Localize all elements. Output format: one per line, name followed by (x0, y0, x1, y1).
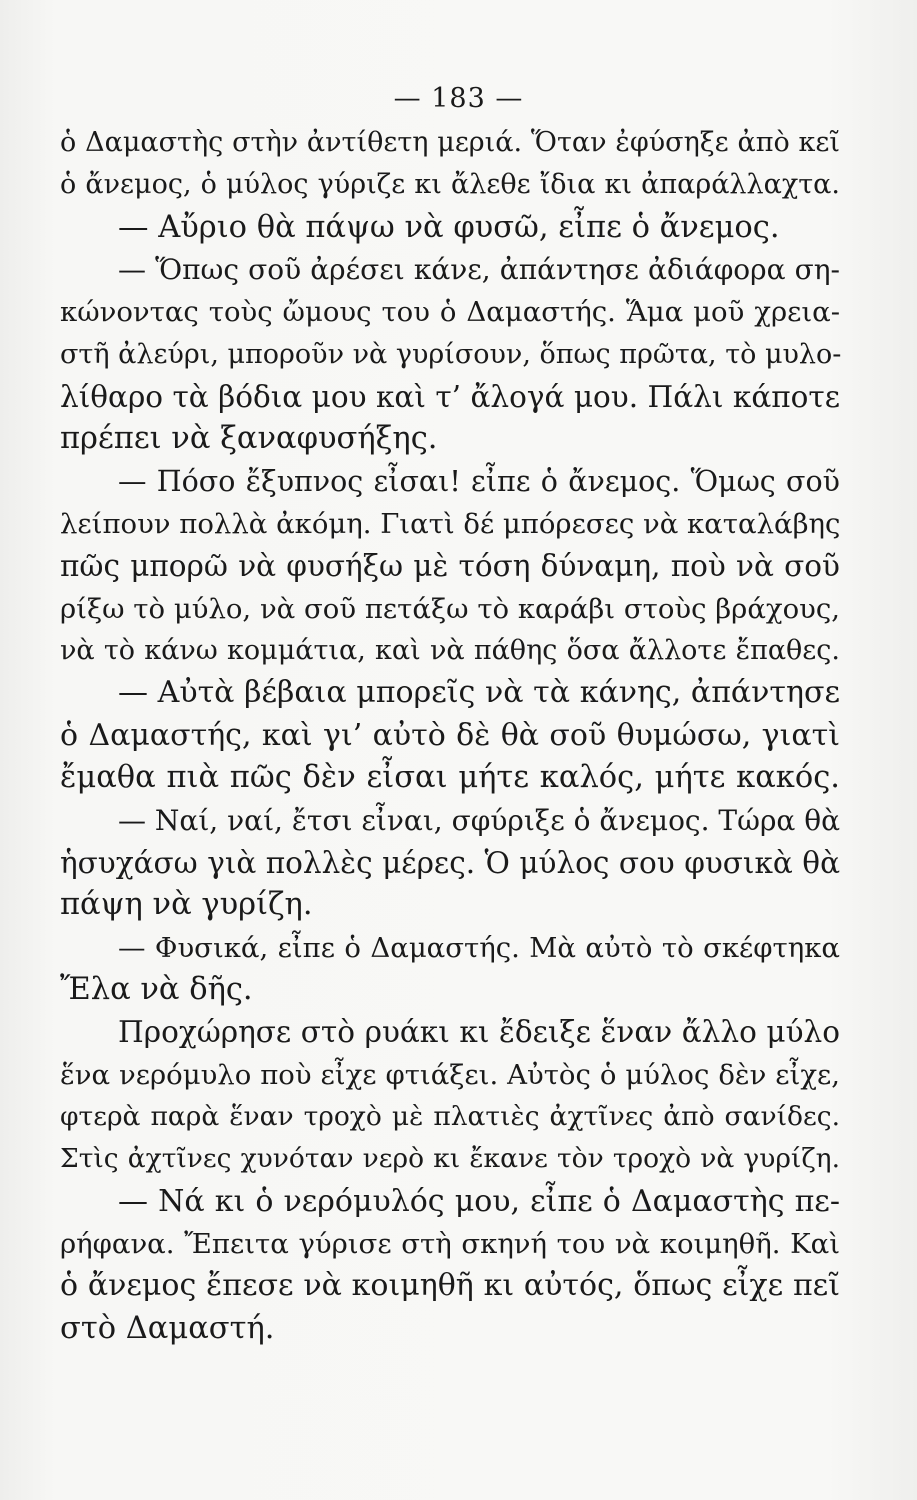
text-line: ἡσυχάσω γιὰ πολλὲς μέρες. Ὁ μύλος σου φυσικὰ θὰ (60, 845, 840, 880)
text-line: ὁ Δαμαστὴς στὴν ἀντίθετη μεριά. Ὅταν ἐφύσηξε ἀπὸ κεῖ (60, 127, 840, 158)
text-line: ὁ ἄνεμος ἔπεσε νὰ κοιμηθῆ κι αὐτός, ὅπως εἶχε πεῖ (60, 1268, 840, 1304)
text-line: ρήφανα. Ἔπειτα γύρισε στὴ σκηνή του νὰ κοιμηθῆ. Καὶ (60, 1227, 840, 1260)
text-line: πρέπει νὰ ξαναφυσήξης. (60, 421, 438, 457)
text-line: — Αὔριο θὰ πάψω νὰ φυσῶ, εἶπε ὁ ἄνεμος. (118, 209, 780, 245)
text-line: — Αὐτὰ βέβαια μπορεῖς νὰ τὰ κάνης, ἀπάντησε (118, 675, 840, 711)
text-line: — Ναί, ναί, ἔτσι εἶναι, σφύριξε ὁ ἄνεμος. Τώρα θὰ (118, 803, 840, 837)
text-line: κώνοντας τοὺς ὤμους του ὁ Δαμαστής. Ἅμα μοῦ χρεια- (60, 296, 840, 329)
text-line: Στὶς ἀχτῖνες χυνόταν νερὸ κι ἔκανε τὸν τροχὸ νὰ γυρίζη. (60, 1143, 840, 1175)
page-number: — 183 — (393, 83, 524, 114)
text-line: ἕνα νερόμυλο ποὺ εἶχε φτιάξει. Αὐτὸς ὁ μύλος δὲν εἶχε, (60, 1058, 840, 1091)
text-line: στῆ ἀλεύρι, μποροῦν νὰ γυρίσουν, ὅπως πρῶτα, τὸ μυλο- (60, 338, 842, 370)
text-line: — Φυσικά, εἶπε ὁ Δαμαστής. Μὰ αὐτὸ τὸ σκέφτηκα (118, 931, 840, 964)
text-line: — Νά κι ὁ νερόμυλός μου, εἶπε ὁ Δαμαστὴς πε- (118, 1183, 840, 1219)
text-line: ὁ Δαμαστής, καὶ γι’ αὐτὸ δὲ θὰ σοῦ θυμώσω, γιατὶ (60, 717, 840, 753)
text-line: λίθαρο τὰ βόδια μου καὶ τ’ ἄλογά μου. Πάλι κάποτε (60, 380, 840, 415)
text-line: νὰ τὸ κάνω κομμάτια, καὶ νὰ πάθης ὅσα ἄλλοτε ἔπαθες. (60, 635, 840, 667)
text-line: ρίξω τὸ μύλο, νὰ σοῦ πετάξω τὸ καράβι στοὺς βράχους, (60, 592, 840, 625)
body-text (60, 122, 840, 1350)
text-line: πῶς μπορῶ νὰ φυσήξω μὲ τόση δύναμη, ποὺ νὰ σοῦ (60, 549, 840, 584)
text-line: — Ὅπως σοῦ ἀρέσει κάνε, ἀπάντησε ἀδιάφορα ση- (118, 253, 840, 287)
text-line: — Πόσο ἔξυπνος εἶσαι! εἶπε ὁ ἄνεμος. Ὅμως σοῦ (118, 464, 840, 498)
text-line: πάψη νὰ γυρίζη. (60, 887, 313, 923)
text-line: Ἔλα νὰ δῆς. (60, 971, 253, 1007)
text-line: στὸ Δαμαστή. (60, 1310, 275, 1346)
text-line: λείπουν πολλὰ ἀκόμη. Γιατὶ δέ μπόρεσες νὰ καταλάβης (60, 508, 841, 541)
text-line: ἔμαθα πιὰ πῶς δὲν εἶσαι μήτε καλός, μήτε κακός. (60, 760, 840, 796)
text-line: φτερὰ παρὰ ἕναν τροχὸ μὲ πλατιὲς ἀχτῖνες ἀπὸ σανίδες. (60, 1100, 840, 1132)
text-line: Προχώρησε στὸ ρυάκι κι ἔδειξε ἕναν ἄλλο μύλο (118, 1015, 840, 1050)
text-line: ὁ ἄνεμος, ὁ μύλος γύριζε κι ἄλεθε ἴδια κι ἀπαράλλαχτα. (60, 169, 840, 201)
